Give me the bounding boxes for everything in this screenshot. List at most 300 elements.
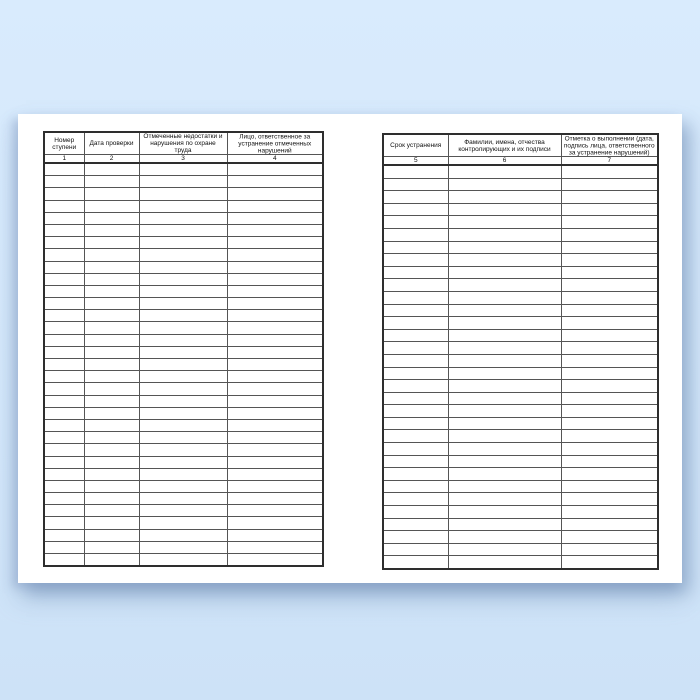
empty-row	[383, 556, 658, 569]
empty-row	[383, 367, 658, 380]
empty-row	[44, 468, 323, 480]
empty-cell	[227, 493, 323, 505]
empty-cell	[561, 392, 658, 405]
empty-row	[383, 329, 658, 342]
empty-cell	[139, 188, 227, 200]
empty-cell	[448, 455, 561, 468]
empty-cell	[84, 200, 139, 212]
empty-cell	[448, 317, 561, 330]
empty-cell	[44, 188, 84, 200]
col-number: 5	[383, 157, 448, 166]
empty-cell	[227, 395, 323, 407]
empty-cell	[448, 543, 561, 556]
empty-cell	[561, 191, 658, 204]
empty-cell	[383, 178, 448, 191]
empty-row	[383, 203, 658, 216]
empty-row	[44, 480, 323, 492]
empty-row	[383, 506, 658, 519]
empty-row	[44, 346, 323, 358]
empty-cell	[448, 354, 561, 367]
empty-cell	[383, 493, 448, 506]
empty-cell	[448, 279, 561, 292]
empty-cell	[227, 237, 323, 249]
empty-cell	[227, 346, 323, 358]
col-number: 7	[561, 157, 658, 166]
empty-row	[44, 383, 323, 395]
empty-cell	[44, 395, 84, 407]
empty-cell	[139, 298, 227, 310]
empty-cell	[84, 505, 139, 517]
empty-cell	[561, 367, 658, 380]
empty-cell	[383, 342, 448, 355]
empty-cell	[448, 254, 561, 267]
empty-row	[44, 310, 323, 322]
empty-cell	[561, 241, 658, 254]
empty-cell	[227, 505, 323, 517]
empty-cell	[383, 430, 448, 443]
empty-cell	[139, 285, 227, 297]
empty-cell	[84, 273, 139, 285]
empty-cell	[561, 329, 658, 342]
empty-row	[383, 430, 658, 443]
left-column-number-row	[44, 155, 323, 164]
empty-cell	[383, 329, 448, 342]
empty-row	[383, 518, 658, 531]
empty-cell	[139, 419, 227, 431]
empty-cell	[227, 517, 323, 529]
empty-cell	[84, 383, 139, 395]
empty-cell	[561, 480, 658, 493]
empty-cell	[139, 200, 227, 212]
empty-cell	[227, 419, 323, 431]
empty-cell	[448, 266, 561, 279]
right-table-body	[383, 165, 658, 569]
empty-cell	[227, 310, 323, 322]
empty-cell	[561, 543, 658, 556]
empty-row	[44, 517, 323, 529]
empty-cell	[84, 298, 139, 310]
empty-cell	[227, 554, 323, 567]
empty-row	[44, 188, 323, 200]
empty-row	[44, 456, 323, 468]
empty-row	[383, 317, 658, 330]
empty-cell	[383, 254, 448, 267]
empty-cell	[448, 392, 561, 405]
empty-cell	[448, 216, 561, 229]
empty-cell	[383, 241, 448, 254]
empty-cell	[227, 176, 323, 188]
empty-cell	[227, 261, 323, 273]
empty-cell	[561, 228, 658, 241]
right-column-number-row	[383, 157, 658, 166]
empty-row	[383, 241, 658, 254]
empty-cell	[139, 529, 227, 541]
empty-cell	[561, 468, 658, 481]
empty-cell	[561, 430, 658, 443]
empty-cell	[44, 224, 84, 236]
empty-row	[44, 554, 323, 567]
empty-cell	[44, 285, 84, 297]
col-header-check-date: Дата проверки	[84, 132, 139, 155]
empty-cell	[44, 273, 84, 285]
empty-cell	[227, 383, 323, 395]
empty-row	[44, 176, 323, 188]
empty-cell	[44, 298, 84, 310]
empty-cell	[44, 163, 84, 176]
empty-cell	[448, 531, 561, 544]
col-header-responsible-person-text: Лицо, ответственное за устранение отмеченных нарушений	[238, 133, 312, 155]
empty-row	[383, 254, 658, 267]
empty-row	[44, 419, 323, 431]
empty-cell	[139, 444, 227, 456]
empty-cell	[448, 493, 561, 506]
empty-cell	[227, 224, 323, 236]
col-header-stage-number: Номер ступени	[44, 132, 84, 155]
empty-cell	[561, 203, 658, 216]
empty-cell	[448, 367, 561, 380]
empty-row	[383, 216, 658, 229]
empty-cell	[44, 468, 84, 480]
empty-cell	[383, 165, 448, 178]
empty-cell	[44, 517, 84, 529]
empty-cell	[84, 468, 139, 480]
document-sheet	[18, 114, 682, 583]
empty-cell	[227, 480, 323, 492]
empty-cell	[227, 249, 323, 261]
empty-cell	[448, 165, 561, 178]
empty-cell	[561, 380, 658, 393]
empty-row	[44, 359, 323, 371]
empty-cell	[448, 228, 561, 241]
empty-row	[383, 266, 658, 279]
empty-row	[383, 291, 658, 304]
empty-cell	[448, 556, 561, 569]
empty-row	[44, 200, 323, 212]
empty-cell	[44, 200, 84, 212]
empty-cell	[561, 291, 658, 304]
empty-cell	[139, 310, 227, 322]
empty-cell	[139, 395, 227, 407]
empty-cell	[84, 456, 139, 468]
right-inspection-table	[382, 133, 659, 570]
empty-cell	[448, 304, 561, 317]
empty-cell	[561, 531, 658, 544]
col-header-responsible-person	[227, 132, 323, 155]
empty-row	[383, 279, 658, 292]
empty-cell	[561, 279, 658, 292]
col-header-controllers-names: Фамилии, имена, отчества контролирующих и их подписи	[448, 134, 561, 157]
empty-cell	[227, 163, 323, 176]
col-number: 2	[84, 155, 139, 164]
empty-cell	[139, 359, 227, 371]
empty-cell	[139, 383, 227, 395]
empty-cell	[84, 432, 139, 444]
empty-cell	[84, 322, 139, 334]
empty-row	[383, 178, 658, 191]
empty-cell	[561, 405, 658, 418]
empty-cell	[44, 493, 84, 505]
empty-cell	[139, 541, 227, 553]
empty-cell	[383, 455, 448, 468]
col-number: 3	[139, 155, 227, 164]
empty-cell	[561, 304, 658, 317]
empty-cell	[84, 346, 139, 358]
empty-cell	[139, 346, 227, 358]
empty-cell	[139, 249, 227, 261]
empty-cell	[383, 266, 448, 279]
empty-cell	[561, 216, 658, 229]
empty-cell	[139, 334, 227, 346]
empty-cell	[44, 212, 84, 224]
empty-cell	[383, 468, 448, 481]
empty-cell	[448, 203, 561, 216]
empty-cell	[84, 163, 139, 176]
empty-cell	[227, 444, 323, 456]
left-header-row	[44, 132, 323, 155]
empty-cell	[139, 371, 227, 383]
empty-row	[383, 165, 658, 178]
empty-row	[383, 543, 658, 556]
empty-cell	[44, 261, 84, 273]
empty-cell	[383, 518, 448, 531]
empty-cell	[84, 517, 139, 529]
empty-row	[44, 273, 323, 285]
empty-cell	[139, 493, 227, 505]
empty-cell	[227, 298, 323, 310]
empty-row	[383, 342, 658, 355]
empty-cell	[44, 237, 84, 249]
empty-cell	[227, 456, 323, 468]
empty-cell	[448, 178, 561, 191]
empty-row	[383, 405, 658, 418]
empty-cell	[383, 543, 448, 556]
empty-cell	[84, 212, 139, 224]
empty-cell	[561, 506, 658, 519]
empty-cell	[44, 371, 84, 383]
empty-cell	[139, 261, 227, 273]
empty-row	[44, 371, 323, 383]
empty-cell	[383, 531, 448, 544]
empty-cell	[227, 322, 323, 334]
empty-cell	[227, 407, 323, 419]
empty-row	[383, 417, 658, 430]
empty-cell	[139, 505, 227, 517]
empty-cell	[561, 556, 658, 569]
empty-cell	[561, 493, 658, 506]
empty-cell	[139, 322, 227, 334]
empty-cell	[84, 554, 139, 567]
right-header-row	[383, 134, 658, 157]
empty-cell	[44, 432, 84, 444]
empty-cell	[139, 456, 227, 468]
empty-row	[44, 493, 323, 505]
empty-row	[383, 191, 658, 204]
empty-cell	[561, 342, 658, 355]
empty-cell	[44, 541, 84, 553]
empty-cell	[84, 419, 139, 431]
empty-row	[44, 529, 323, 541]
empty-cell	[227, 334, 323, 346]
empty-cell	[448, 518, 561, 531]
empty-row	[383, 455, 658, 468]
empty-cell	[383, 304, 448, 317]
left-table-body	[44, 163, 323, 566]
empty-cell	[84, 237, 139, 249]
empty-cell	[561, 165, 658, 178]
empty-cell	[84, 395, 139, 407]
empty-row	[383, 380, 658, 393]
col-header-completion-mark	[561, 134, 658, 157]
empty-cell	[383, 443, 448, 456]
empty-cell	[561, 518, 658, 531]
empty-row	[44, 261, 323, 273]
empty-row	[44, 163, 323, 176]
empty-cell	[227, 432, 323, 444]
empty-cell	[383, 367, 448, 380]
empty-cell	[84, 261, 139, 273]
empty-cell	[84, 529, 139, 541]
empty-cell	[139, 212, 227, 224]
empty-cell	[44, 456, 84, 468]
col-number: 6	[448, 157, 561, 166]
empty-cell	[227, 200, 323, 212]
empty-cell	[448, 342, 561, 355]
empty-cell	[227, 541, 323, 553]
empty-row	[383, 392, 658, 405]
col-number: 4	[227, 155, 323, 164]
empty-row	[383, 443, 658, 456]
empty-cell	[383, 291, 448, 304]
empty-row	[383, 354, 658, 367]
empty-row	[44, 541, 323, 553]
empty-row	[44, 444, 323, 456]
empty-row	[44, 432, 323, 444]
empty-row	[383, 304, 658, 317]
empty-cell	[383, 380, 448, 393]
empty-cell	[84, 188, 139, 200]
empty-cell	[448, 480, 561, 493]
empty-cell	[561, 266, 658, 279]
empty-row	[44, 505, 323, 517]
empty-row	[44, 212, 323, 224]
empty-row	[44, 322, 323, 334]
empty-cell	[139, 432, 227, 444]
empty-row	[44, 249, 323, 261]
empty-cell	[44, 444, 84, 456]
empty-cell	[448, 241, 561, 254]
empty-row	[383, 531, 658, 544]
col-header-violations: Отмеченные недостатки и нарушения по охране труда	[139, 132, 227, 155]
empty-cell	[84, 493, 139, 505]
empty-cell	[84, 176, 139, 188]
empty-cell	[383, 506, 448, 519]
empty-cell	[383, 279, 448, 292]
empty-cell	[84, 371, 139, 383]
empty-row	[383, 480, 658, 493]
empty-cell	[139, 554, 227, 567]
empty-cell	[383, 354, 448, 367]
empty-cell	[227, 188, 323, 200]
empty-cell	[561, 455, 658, 468]
empty-row	[383, 493, 658, 506]
empty-cell	[448, 405, 561, 418]
empty-cell	[84, 334, 139, 346]
empty-cell	[139, 480, 227, 492]
empty-cell	[44, 176, 84, 188]
empty-cell	[44, 505, 84, 517]
empty-cell	[139, 237, 227, 249]
empty-cell	[448, 291, 561, 304]
empty-cell	[44, 346, 84, 358]
empty-cell	[383, 216, 448, 229]
empty-row	[44, 298, 323, 310]
empty-cell	[561, 354, 658, 367]
empty-cell	[383, 480, 448, 493]
empty-row	[44, 237, 323, 249]
empty-cell	[383, 392, 448, 405]
empty-cell	[227, 273, 323, 285]
empty-row	[44, 334, 323, 346]
empty-cell	[227, 285, 323, 297]
empty-cell	[448, 506, 561, 519]
empty-cell	[227, 529, 323, 541]
empty-cell	[44, 529, 84, 541]
empty-cell	[448, 430, 561, 443]
empty-row	[383, 468, 658, 481]
empty-cell	[84, 444, 139, 456]
col-number: 1	[44, 155, 84, 164]
empty-row	[383, 228, 658, 241]
empty-cell	[227, 212, 323, 224]
empty-cell	[44, 322, 84, 334]
empty-cell	[383, 556, 448, 569]
empty-cell	[44, 419, 84, 431]
empty-cell	[44, 249, 84, 261]
empty-cell	[139, 273, 227, 285]
empty-cell	[139, 224, 227, 236]
empty-cell	[84, 541, 139, 553]
empty-cell	[383, 317, 448, 330]
empty-row	[44, 285, 323, 297]
empty-cell	[227, 371, 323, 383]
empty-cell	[448, 468, 561, 481]
empty-cell	[227, 468, 323, 480]
empty-cell	[448, 443, 561, 456]
empty-cell	[561, 417, 658, 430]
empty-cell	[84, 285, 139, 297]
empty-cell	[139, 517, 227, 529]
empty-cell	[44, 310, 84, 322]
empty-row	[44, 407, 323, 419]
empty-cell	[139, 407, 227, 419]
empty-cell	[561, 443, 658, 456]
empty-cell	[227, 359, 323, 371]
empty-cell	[44, 383, 84, 395]
empty-cell	[84, 224, 139, 236]
empty-cell	[448, 191, 561, 204]
empty-cell	[561, 178, 658, 191]
empty-cell	[44, 359, 84, 371]
empty-cell	[383, 203, 448, 216]
empty-cell	[44, 480, 84, 492]
empty-cell	[383, 191, 448, 204]
empty-cell	[84, 359, 139, 371]
col-header-completion-mark-text: Отметка о выполнении (дата, подпись лица, ответственного за устранение нарушений)	[563, 135, 655, 157]
empty-row	[44, 395, 323, 407]
empty-cell	[139, 176, 227, 188]
empty-cell	[383, 417, 448, 430]
empty-cell	[84, 310, 139, 322]
